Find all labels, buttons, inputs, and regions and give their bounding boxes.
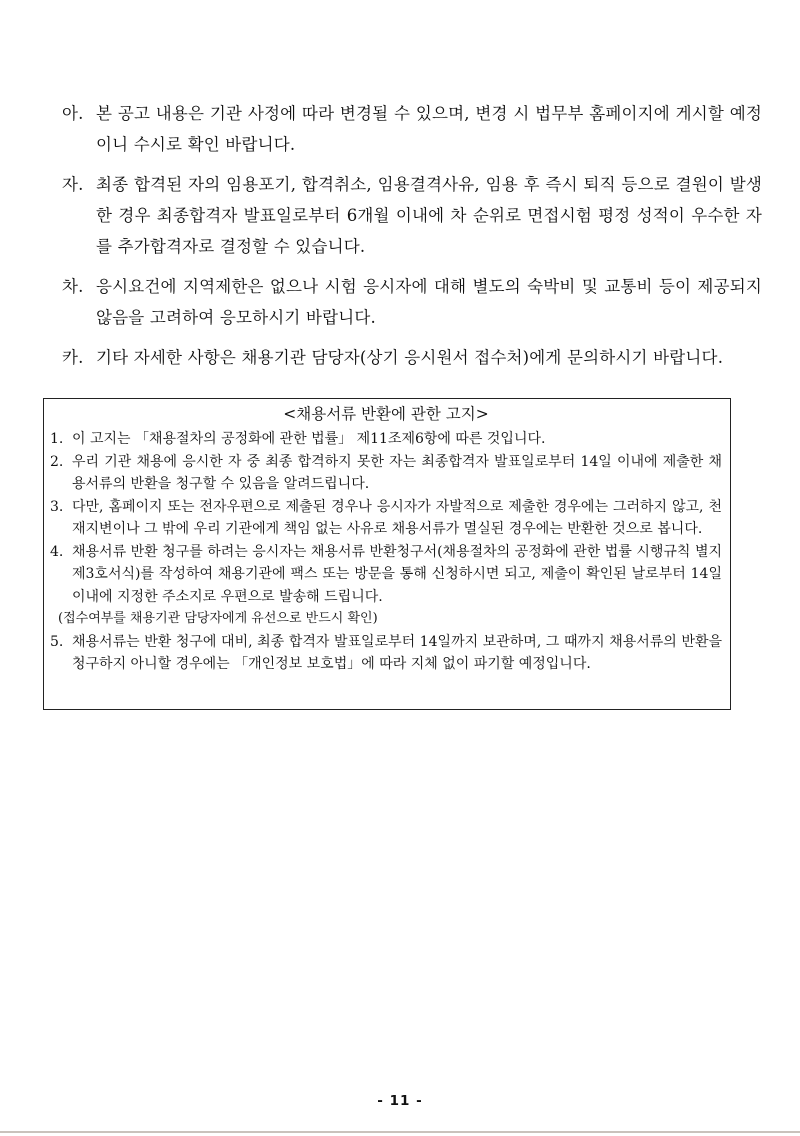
notice-item-text: 다만, 홈페이지 또는 전자우편으로 제출된 경우나 응시자가 자발적으로 제출한 경우에는 그러하지 않고, 천재지변이나 그 밖에 우리 기관에게 책임 없는 사유로 채용서류가 멸실된 경우에는 반환한 것으로 봅니다.	[72, 498, 722, 537]
page-bottom-rule	[0, 1131, 800, 1133]
page-number: - 11 -	[377, 1093, 423, 1109]
item-marker: 자.	[62, 175, 84, 194]
item-text: 응시요건에 지역제한은 없으나 시험 응시자에 대해 별도의 숙박비 및 교통비 등이 제공되지 않음을 고려하여 응모하시기 바랍니다.	[96, 277, 762, 327]
item-text: 기타 자세한 사항은 채용기관 담당자(상기 응시원서 접수처)에게 문의하시기 바랍니다.	[96, 348, 724, 367]
notice-item-number: 1.	[50, 431, 64, 447]
notice-title: <채용서류 반환에 관한 고지>	[283, 405, 489, 423]
document-return-notice-box	[43, 398, 731, 710]
notice-list	[50, 428, 722, 676]
announcement-items	[62, 98, 762, 382]
item-text: 최종 합격된 자의 임용포기, 합격취소, 임용결격사유, 임용 후 즉시 퇴직 등으로 결원이 발생한 경우 최종합격자 발표일로부터 6개월 이내에 차 순위로 면접시험 평정 성적이 우수한 자를 추가합격자로 결정할 수 있습니다.	[96, 175, 762, 256]
notice-item-text: 채용서류는 반환 청구에 대비, 최종 합격자 발표일로부터 14일까지 보관하며, 그 때까지 채용서류의 반환을 청구하지 아니할 경우에는 「개인정보 보호법」에 따라 지체 없이 파기할 예정입니다.	[72, 633, 722, 672]
notice-item-text: 이 고지는 「채용절차의 공정화에 관한 법률」 제11조제6항에 따른 것입니다.	[72, 431, 546, 447]
notice-item	[50, 631, 722, 676]
notice-item	[50, 428, 722, 451]
list-item-cha	[62, 271, 762, 333]
notice-item	[50, 451, 722, 496]
notice-item-number: 2.	[50, 453, 64, 470]
notice-item-number: 5.	[50, 633, 64, 650]
list-item-a	[62, 98, 762, 160]
item-marker: 차.	[62, 277, 84, 296]
notice-item	[50, 541, 722, 631]
list-item-ka	[62, 342, 762, 373]
item-text: 본 공고 내용은 기관 사정에 따라 변경될 수 있으며, 변경 시 법무부 홈페이지에 게시할 예정이니 수시로 확인 바랍니다.	[96, 104, 762, 154]
notice-item-text: 우리 기관 채용에 응시한 자 중 최종 합격하지 못한 자는 최종합격자 발표일로부터 14일 이내에 제출한 채용서류의 반환을 청구할 수 있음을 알려드립니다.	[72, 453, 722, 492]
item-marker: 아.	[62, 104, 84, 123]
notice-item-number: 3.	[50, 498, 64, 515]
item-marker: 카.	[62, 348, 84, 367]
notice-item	[50, 496, 722, 541]
notice-item-subnote: (접수여부를 채용기관 담당자에게 유선으로 반드시 확인)	[58, 611, 378, 626]
notice-item-number: 4.	[50, 543, 64, 560]
notice-item-text: 채용서류 반환 청구를 하려는 응시자는 채용서류 반환청구서(채용절차의 공정화에 관한 법률 시행규칙 별지 제3호서식)를 작성하여 채용기관에 팩스 또는 방문을 통해 신청하시면 되고, 제출이 확인된 날로부터 14일 이내에 지정한 주소지로 우편으로 발송해 드립니다.	[72, 543, 722, 605]
list-item-ja	[62, 169, 762, 262]
